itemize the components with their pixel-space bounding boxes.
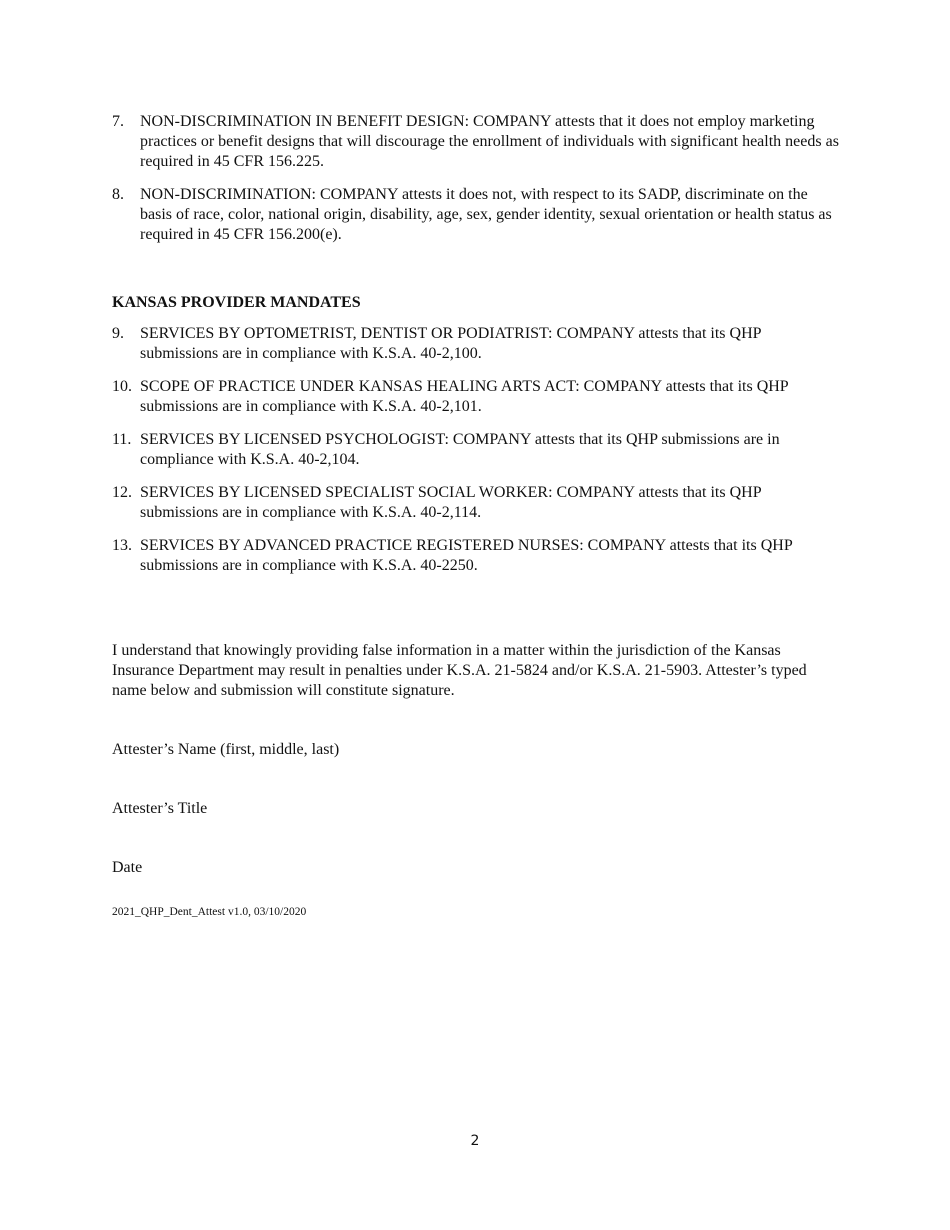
list-item-9: [112, 324, 842, 364]
item-number: 9.: [112, 325, 124, 342]
item-number: 8.: [112, 186, 124, 203]
form-version-id: 2021_QHP_Dent_Attest v1.0, 03/10/2020: [112, 906, 307, 918]
item-text: SERVICES BY LICENSED PSYCHOLOGIST: COMPANY attests that its QHP submissions are in compliance with K.S.A. 40-2,104.: [140, 431, 780, 468]
list-item-11: [112, 430, 842, 470]
item-number: 12.: [112, 484, 132, 501]
document-page: [112, 112, 842, 919]
list-item-13: [112, 536, 842, 576]
list-item-10: [112, 377, 842, 417]
attester-title-label: Attester’s Title: [112, 800, 208, 817]
item-number: 13.: [112, 537, 132, 554]
list-item-8: [112, 185, 842, 245]
attester-name-label: Attester’s Name (first, middle, last): [112, 741, 340, 758]
item-text: NON-DISCRIMINATION IN BENEFIT DESIGN: COMPANY attests that it does not employ marketing practices or benefit designs that will discourage the enrollment of individuals with significant health needs as required in 45 CFR 156.225.: [140, 113, 839, 170]
date-label: Date: [112, 859, 143, 876]
attestation-paragraph: I understand that knowingly providing false information in a matter within the jurisdiction of the Kansas Insurance Department may result in penalties under K.S.A. 21-5824 and/or K.S.A. 21-5903. Attester’s typed name below and submission will constitute signature.: [112, 642, 807, 699]
item-number: 11.: [112, 431, 132, 448]
page-number: 2: [470, 1133, 480, 1149]
list-item-12: [112, 483, 842, 523]
list-item-7: [112, 112, 842, 172]
item-text: SERVICES BY OPTOMETRIST, DENTIST OR PODIATRIST: COMPANY attests that its QHP submissions are in compliance with K.S.A. 40-2,100.: [140, 325, 761, 362]
item-number: 7.: [112, 113, 124, 130]
section-heading: KANSAS PROVIDER MANDATES: [112, 294, 361, 311]
item-text: SERVICES BY ADVANCED PRACTICE REGISTERED NURSES: COMPANY attests that its QHP submissions are in compliance with K.S.A. 40-2250.: [140, 537, 793, 574]
item-text: SCOPE OF PRACTICE UNDER KANSAS HEALING ARTS ACT: COMPANY attests that its QHP submissions are in compliance with K.S.A. 40-2,101.: [140, 378, 789, 415]
item-number: 10.: [112, 378, 132, 395]
item-text: NON-DISCRIMINATION: COMPANY attests it does not, with respect to its SADP, discriminate on the basis of race, color, national origin, disability, age, sex, gender identity, sexual orientation or health status as required in 45 CFR 156.200(e).: [140, 186, 832, 243]
item-text: SERVICES BY LICENSED SPECIALIST SOCIAL WORKER: COMPANY attests that its QHP submissions are in compliance with K.S.A. 40-2,114.: [140, 484, 761, 521]
